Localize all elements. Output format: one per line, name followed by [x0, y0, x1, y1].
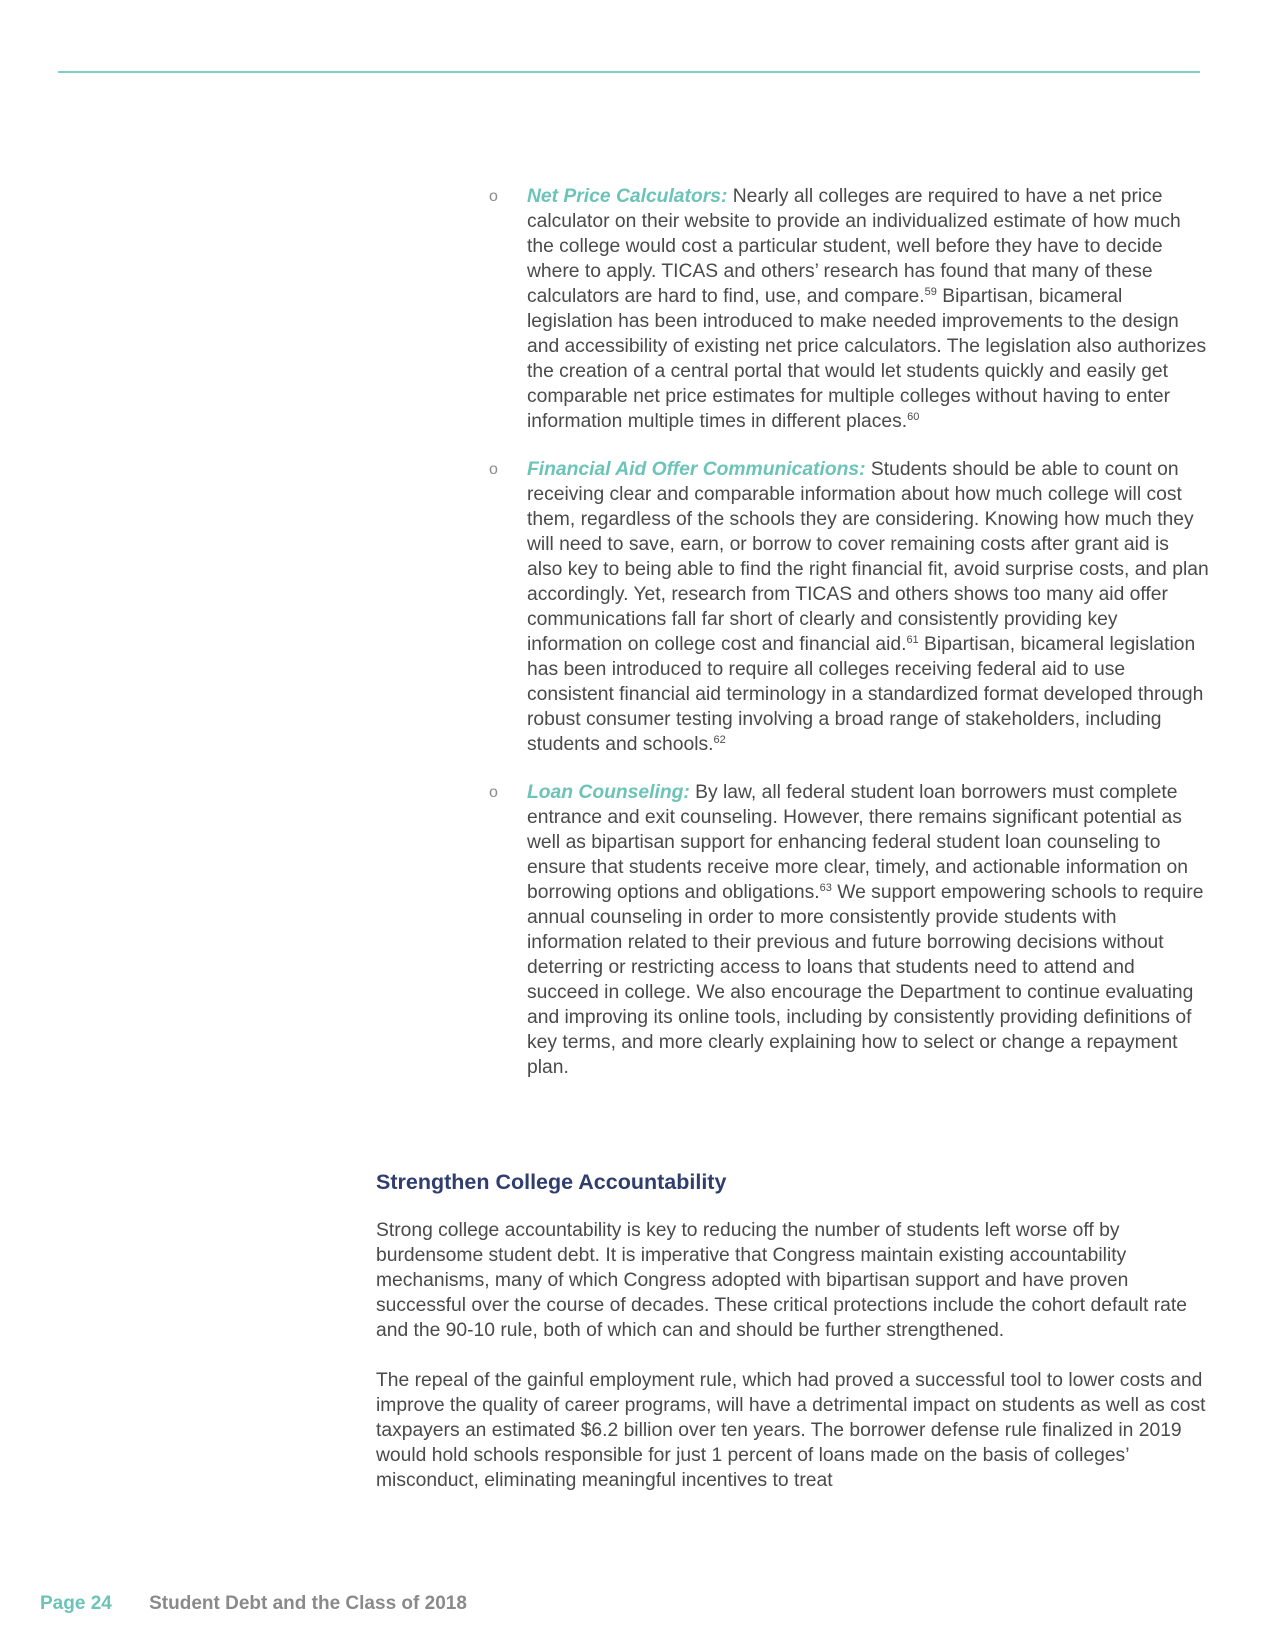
bullet-financial-aid-offer	[489, 457, 1209, 757]
bullet-net-price-calculators	[489, 184, 1209, 434]
header-rule	[58, 71, 1200, 73]
page-number: Page 24	[40, 1593, 112, 1614]
bullet-text: Students should be able to count on receiving clear and comparable information about how much college will cost them, regardless of the schools they are considering. Knowing how much they will need to save, earn, or borrow to cover remaining costs after grant aid is also key to being able to find the right financial fit, avoid surprise costs, and plan accordingly. Yet, research from TICAS and others shows too many aid offer communications fall far short of clearly and consistently providing key information on college cost and financial aid.	[527, 459, 1209, 655]
bullet-loan-counseling	[489, 780, 1209, 1080]
footnote-ref: 60	[907, 411, 920, 423]
body-paragraph: The repeal of the gainful employment rule, which had proved a successful tool to lower costs and improve the quality of career programs, will have a detrimental impact on students as well as cost taxpayers an estimated $6.2 billion over ten years. The borrower defense rule finalized in 2019 would hold schools responsible for just 1 percent of loans made on the basis of colleges’ misconduct, eliminating meaningful incentives to treat	[376, 1370, 1206, 1491]
policy-bullet-list	[489, 184, 1209, 1103]
document-title: Student Debt and the Class of 2018	[149, 1593, 467, 1614]
footnote-ref: 59	[924, 286, 937, 298]
bullet-text: Bipartisan, bicameral legislation has been introduced to make needed improvements to the design and accessibility of existing net price calculators. The legislation also authorizes the creation of a central portal that would let students quickly and easily get comparable net price estimates for multiple colleges without having to enter information multiple times in different places.	[527, 286, 1207, 432]
accountability-section	[376, 1168, 1216, 1518]
body-paragraph: Strong college accountability is key to reducing the number of students left worse off by burdensome student debt. It is imperative that Congress maintain existing accountability mechanisms, many of which Congress adopted with bipartisan support and have proven successful over the course of decades. These critical protections include the cohort default rate and the 90-10 rule, both of which can and should be further strengthened.	[376, 1220, 1187, 1341]
bullet-text: Nearly all colleges are required to have a net price calculator on their website to provide an individualized estimate of how much the college would cost a particular student, well before they have to decide where to apply. TICAS and others’ research has found that many of these calculators are hard to find, use, and compare.	[527, 186, 1181, 307]
bullet-text: We support empowering schools to require annual counseling in order to more consistently provide students with information related to their previous and future borrowing decisions without deterring or restricting access to loans that students need to attend and succeed in college. We also encourage the Department to continue evaluating and improving its online tools, including by consistently providing definitions of key terms, and more clearly explaining how to select or change a repayment plan.	[527, 882, 1204, 1078]
page-footer	[40, 1592, 467, 1616]
bullet-marker: o	[489, 461, 498, 478]
bullet-marker: o	[489, 784, 498, 801]
bullet-title: Financial Aid Offer Communications:	[527, 459, 866, 480]
bullet-text: Bipartisan, bicameral legislation has been introduced to require all colleges receiving federal aid to use consistent financial aid terminology in a standardized format developed through robust consumer testing involving a broad range of stakeholders, including students and schools.	[527, 634, 1204, 755]
footnote-ref: 62	[713, 734, 726, 746]
footnote-ref: 63	[819, 882, 832, 894]
bullet-marker: o	[489, 188, 498, 205]
bullet-title: Net Price Calculators:	[527, 186, 728, 207]
bullet-text: By law, all federal student loan borrowers must complete entrance and exit counseling. However, there remains significant potential as well as bipartisan support for enhancing federal student loan counseling to ensure that students receive more clear, timely, and actionable information on borrowing options and obligations.	[527, 782, 1188, 903]
bullet-title: Loan Counseling:	[527, 782, 690, 803]
footnote-ref: 61	[906, 634, 919, 646]
section-heading: Strengthen College Accountability	[376, 1170, 727, 1194]
